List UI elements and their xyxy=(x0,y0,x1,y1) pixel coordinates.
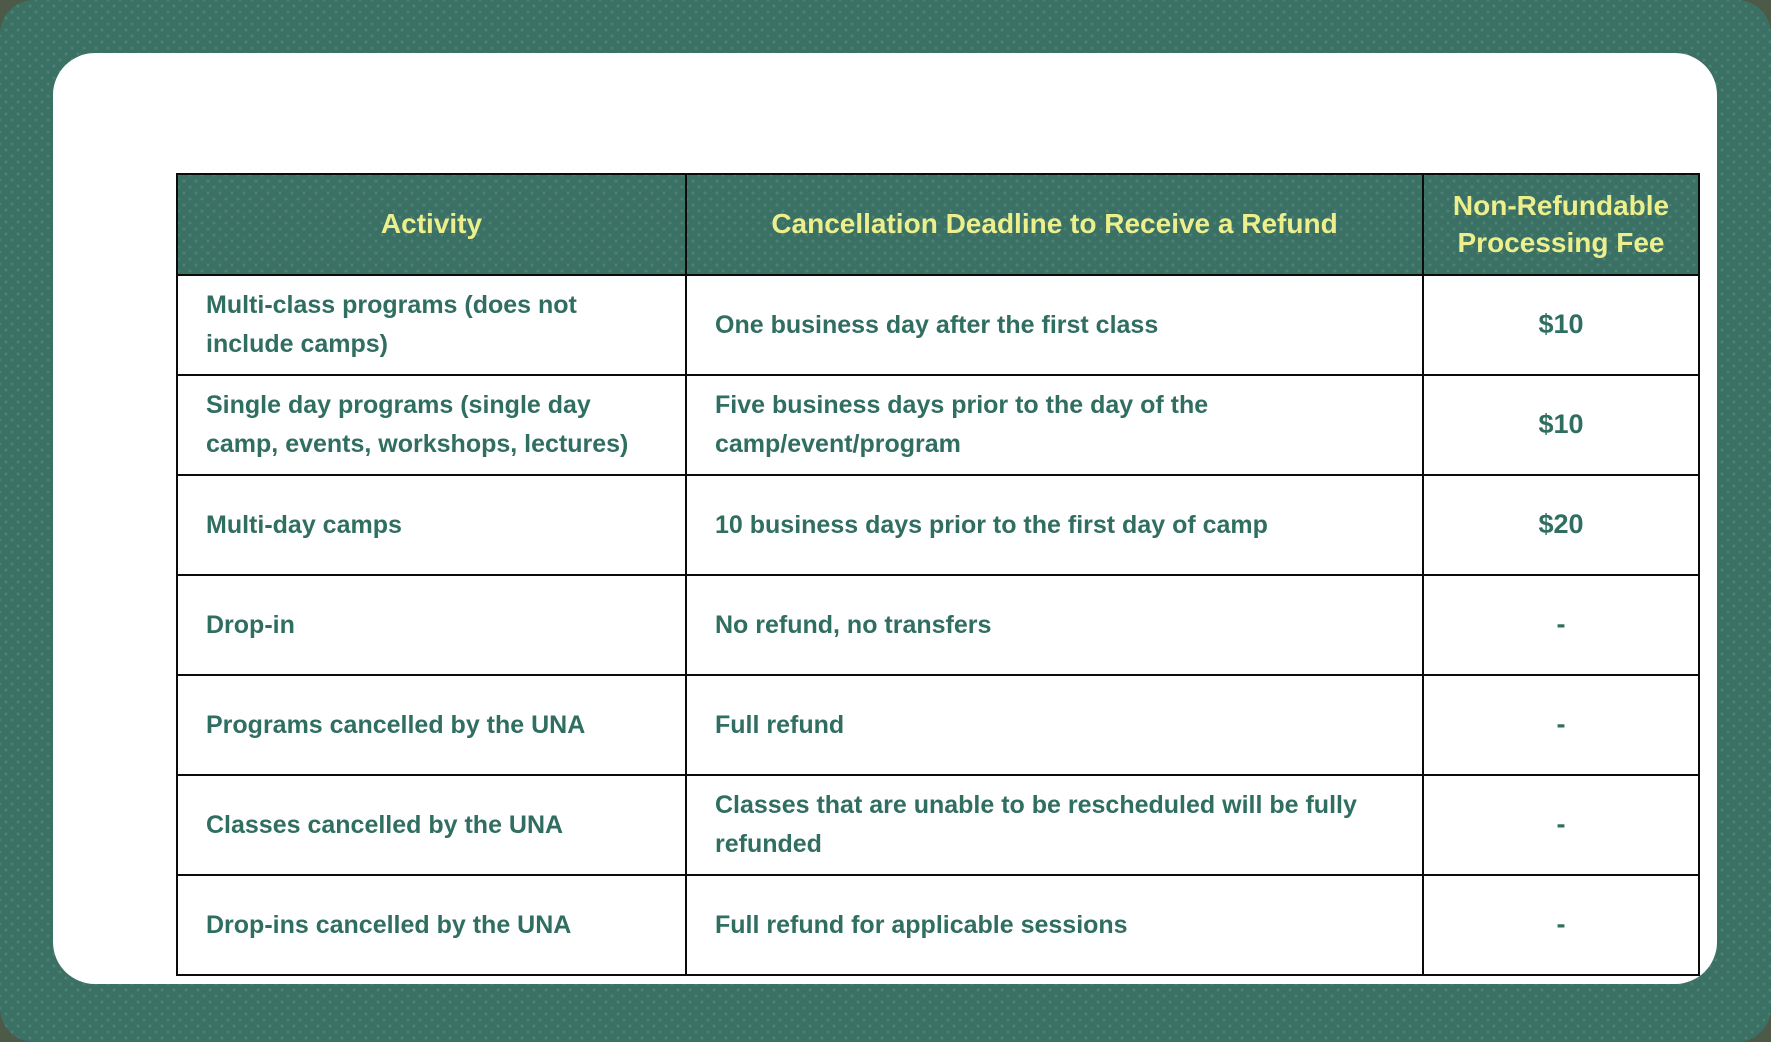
fee-cell: $10 xyxy=(1423,375,1699,475)
white-card xyxy=(53,53,1717,984)
fee-cell: $20 xyxy=(1423,475,1699,575)
deadline-cell: No refund, no transfers xyxy=(686,575,1423,675)
deadline-cell: Full refund for applicable sessions xyxy=(686,875,1423,975)
activity-cell: Drop-ins cancelled by the UNA xyxy=(177,875,686,975)
activity-cell: Multi-class programs (does not include camps) xyxy=(177,275,686,375)
deadline-cell: Classes that are unable to be rescheduled will be fully refunded xyxy=(686,775,1423,875)
deadline-cell: Full refund xyxy=(686,675,1423,775)
fee-cell: $10 xyxy=(1423,275,1699,375)
table-row xyxy=(177,275,1699,375)
activity-cell: Classes cancelled by the UNA xyxy=(177,775,686,875)
fee-cell: - xyxy=(1423,775,1699,875)
table-row xyxy=(177,475,1699,575)
deadline-cell: Five business days prior to the day of the camp/event/program xyxy=(686,375,1423,475)
table-row xyxy=(177,675,1699,775)
deadline-cell: 10 business days prior to the first day of camp xyxy=(686,475,1423,575)
fee-cell: - xyxy=(1423,875,1699,975)
table-row xyxy=(177,575,1699,675)
table-row xyxy=(177,775,1699,875)
refund-policy-table xyxy=(176,173,1700,976)
activity-cell: Drop-in xyxy=(177,575,686,675)
deadline-cell: One business day after the first class xyxy=(686,275,1423,375)
fee-cell: - xyxy=(1423,675,1699,775)
header-row xyxy=(177,174,1699,275)
table-body xyxy=(177,275,1699,975)
table-row xyxy=(177,875,1699,975)
table-row xyxy=(177,375,1699,475)
column-header-activity: Activity xyxy=(177,174,686,275)
activity-cell: Programs cancelled by the UNA xyxy=(177,675,686,775)
activity-cell: Single day programs (single day camp, events, workshops, lectures) xyxy=(177,375,686,475)
fee-cell: - xyxy=(1423,575,1699,675)
activity-cell: Multi-day camps xyxy=(177,475,686,575)
column-header-cancellation-deadline: Cancellation Deadline to Receive a Refund xyxy=(686,174,1423,275)
column-header-processing-fee: Non-Refundable Processing Fee xyxy=(1423,174,1699,275)
